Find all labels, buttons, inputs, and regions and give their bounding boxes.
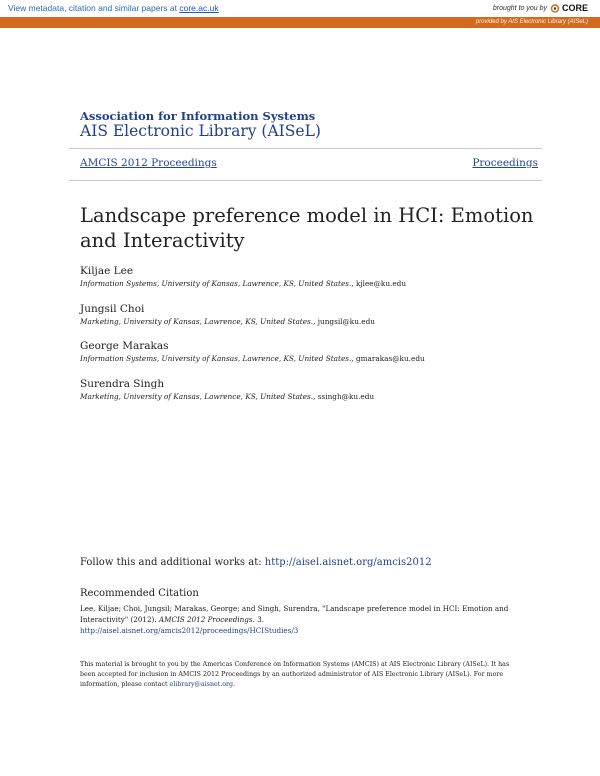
follow-line bbox=[80, 557, 432, 568]
association-name: Association for Information Systems bbox=[80, 109, 316, 123]
proceedings-link[interactable]: Proceedings bbox=[472, 157, 538, 169]
core-logo-text: CORE bbox=[561, 3, 588, 13]
core-logo[interactable] bbox=[550, 3, 588, 13]
author-block bbox=[80, 303, 375, 326]
recommended-citation-body bbox=[80, 603, 525, 636]
author-block bbox=[80, 265, 406, 288]
footer-note bbox=[80, 660, 525, 690]
citation-venue: AMCIS 2012 Proceedings bbox=[158, 615, 253, 624]
author-email: gmarakas@ku.edu bbox=[355, 354, 425, 363]
provided-by-text: provided by AIS Electronic Library (AISeL) bbox=[475, 19, 588, 25]
footer-text: This material is brought to you by the Americas Conference on Information Systems (AMCIS) at AIS Electronic Library (AISeL). It has been accepted for inclusion in AMCIS 2012 Proceedings by an authorized administrator of AIS Electronic Library (AISeL). For more information, please contact bbox=[80, 661, 510, 688]
brought-to-you bbox=[493, 3, 588, 13]
author-name: George Marakas bbox=[80, 340, 169, 352]
brought-text: brought to you by bbox=[492, 4, 547, 12]
core-metadata-notice bbox=[8, 3, 219, 13]
author-affiliation: Marketing, University of Kansas, Lawrence, KS, United States. bbox=[80, 317, 314, 326]
author-affiliation-line: Marketing, University of Kansas, Lawrence, KS, United States., jungsil@ku.edu bbox=[80, 317, 375, 326]
core-view-text: View metadata, citation and similar papers at bbox=[8, 3, 180, 13]
core-top-bar bbox=[0, 0, 600, 17]
author-affiliation: Information Systems, University of Kansas, Lawrence, KS, United States. bbox=[80, 279, 352, 288]
author-affiliation-line: Information Systems, University of Kansas, Lawrence, KS, United States., gmarakas@ku.edu bbox=[80, 354, 425, 363]
author-name: Surendra Singh bbox=[80, 378, 165, 390]
author-email: jungsil@ku.edu bbox=[317, 317, 375, 326]
citation-number: . 3. bbox=[252, 615, 264, 624]
citation-link[interactable]: http://aisel.aisnet.org/amcis2012/proceedings/HCIStudies/3 bbox=[80, 626, 299, 635]
author-name: Kiljae Lee bbox=[80, 265, 134, 277]
divider-top bbox=[69, 148, 542, 149]
contact-email-link[interactable]: elibrary@aisnet.org bbox=[169, 681, 234, 688]
author-email: kjlee@ku.edu bbox=[355, 279, 407, 288]
follow-link[interactable]: http://aisel.aisnet.org/amcis2012 bbox=[264, 557, 432, 568]
author-affiliation-line: Marketing, University of Kansas, Lawrence, KS, United States., ssingh@ku.edu bbox=[80, 392, 375, 401]
core-link[interactable]: core.ac.uk bbox=[179, 3, 219, 13]
author-affiliation-line: Information Systems, University of Kansas, Lawrence, KS, United States., kjlee@ku.edu bbox=[80, 279, 407, 288]
core-provider-bar bbox=[0, 17, 600, 28]
collection-link[interactable]: AMCIS 2012 Proceedings bbox=[80, 157, 217, 169]
core-logo-icon bbox=[550, 4, 560, 13]
author-affiliation: Information Systems, University of Kansas, Lawrence, KS, United States. bbox=[80, 354, 352, 363]
recommended-citation-heading: Recommended Citation bbox=[80, 588, 199, 599]
library-name: AIS Electronic Library (AISeL) bbox=[80, 122, 321, 140]
author-email: ssingh@ku.edu bbox=[317, 392, 375, 401]
citation-text: Lee, Kiljae; Choi, Jungsil; Marakas, George; and Singh, Surendra, "Landscape preference model in HCI: Emotion and Interactivity" (2012). bbox=[80, 604, 509, 624]
author-block bbox=[80, 340, 425, 363]
paper-title: Landscape preference model in HCI: Emotion and Interactivity bbox=[80, 204, 534, 252]
author-affiliation: Marketing, University of Kansas, Lawrence, KS, United States. bbox=[80, 392, 314, 401]
divider-bottom bbox=[69, 180, 542, 181]
follow-text: Follow this and additional works at: bbox=[80, 557, 265, 568]
author-name: Jungsil Choi bbox=[80, 303, 145, 315]
author-block bbox=[80, 378, 374, 401]
footer-end: . bbox=[233, 681, 236, 688]
